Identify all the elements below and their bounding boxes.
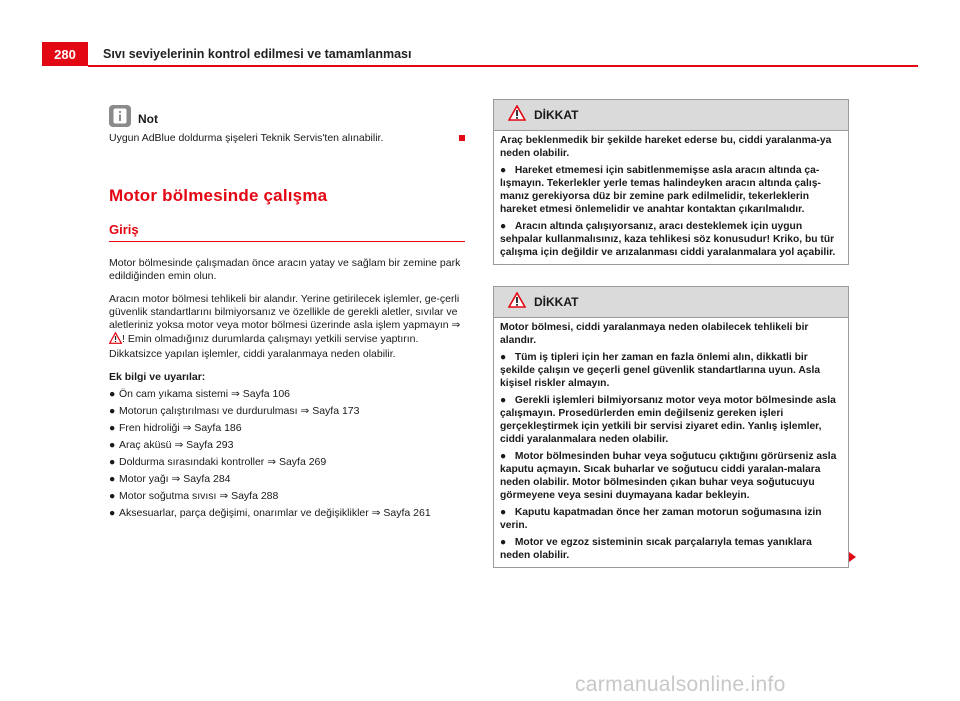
watermark: carmanualsonline.info: [575, 673, 786, 696]
section-title: Motor bölmesinde çalışma: [109, 186, 328, 205]
list-item-text: Motor soğutma sıvısı ⇒ Sayfa 288: [119, 490, 279, 502]
list-item[interactable]: [109, 422, 465, 435]
section-subtitle: Giriş: [109, 223, 465, 242]
warning-box-title: DİKKAT: [534, 107, 579, 122]
list-item[interactable]: [109, 405, 465, 418]
header-rule: [88, 65, 918, 67]
reference-list: [109, 388, 465, 520]
note-text-content: Uygun AdBlue doldurma şişeleri Teknik Servis'ten alınabilir.: [109, 132, 384, 144]
warning-triangle-icon[interactable]: [109, 332, 122, 348]
bullet-dot: ●: [109, 388, 116, 400]
warning-box-body: [494, 318, 848, 567]
list-item-text: Ön cam yıkama sistemi ⇒ Sayfa 106: [119, 388, 291, 400]
hazard-paragraph-tail: ! Emin olmadığınız durumlarda çalışmayı yetkili servise yaptırın. Dikkatsizce yapılan işlemler, ciddi yaralanmaya neden olabilir.: [109, 333, 419, 360]
warning-bullet: [500, 450, 842, 502]
bullet-dot: ●: [109, 490, 116, 502]
bullet-dot: ●: [109, 456, 116, 468]
warning-bullet-text: Motor ve egzoz sisteminin sıcak parçalarıyla temas yanıklara neden olabilir.: [500, 537, 812, 561]
list-item-text: Aksesuarlar, parça değişimi, onarımlar ve değişiklikler ⇒ Sayfa 261: [119, 507, 431, 519]
bullet-dot: ●: [109, 422, 116, 434]
hazard-paragraph-lead: Aracın motor bölmesi tehlikeli bir alandır. Yerine getirilecek işlemler, ge-çerli güvenlik standartlarını bilmiyorsanız ve özellikle de gerekli aletler, sıvılar ve aletleriniz yoksa motor veya motor bölmesi üzerinde asla işlem yapmayın ⇒: [109, 293, 461, 331]
list-item-text: Fren hidroliği ⇒ Sayfa 186: [119, 422, 242, 434]
note-text: [109, 132, 465, 145]
section-end-marker: [459, 135, 465, 141]
warning-box-body: [494, 131, 848, 264]
warning-bullet: [500, 220, 842, 259]
warning-bullet: [500, 506, 842, 532]
bullet-dot: ●: [109, 405, 116, 417]
warning-bullet-text: Tüm iş tipleri için her zaman en fazla önlemi alın, dikkatli bir şekilde çalışın ve geçerli genel güvenlik standartlarına uyun. Asla kişisel riskler almayın.: [500, 352, 821, 389]
list-item[interactable]: [109, 439, 465, 452]
page-number: 280: [42, 42, 88, 66]
list-item[interactable]: [109, 388, 465, 401]
warning-box-engine-compartment: [493, 286, 849, 568]
warning-bullet: [500, 536, 842, 562]
warning-box-title: DİKKAT: [534, 294, 579, 309]
list-item-text: Motorun çalıştırılması ve durdurulması ⇒ Sayfa 173: [119, 405, 360, 417]
page-header-title: Sıvı seviyelerinin kontrol edilmesi ve tamamlanması: [103, 47, 412, 61]
warning-bullet-text: Gerekli işlemleri bilmiyorsanız motor veya motor bölmesinde asla çalışmayın. Prosedürlerden emin değilseniz gereken işleri gerçekleştirmek için yetkili bir servisi ziyaret edin. Yanlış işlemler, ciddi yaralanmalara neden olabilir.: [500, 395, 836, 445]
list-item-text: Araç aküsü ⇒ Sayfa 293: [119, 439, 234, 451]
warning-triangle-icon: [508, 105, 526, 125]
warning-box-header: [494, 287, 848, 318]
warning-intro: Motor bölmesi, ciddi yaralanmaya neden olabilecek tehlikeli bir alandır.: [500, 322, 809, 346]
warning-box-header: [494, 100, 848, 131]
warning-bullet: [500, 394, 842, 446]
warning-bullet-text: Kaputu kapatmadan önce her zaman motorun soğumasına izin verin.: [500, 507, 822, 531]
bullet-dot: ●: [500, 507, 507, 518]
warning-intro: Araç beklenmedik bir şekilde hareket ederse bu, ciddi yaralanma-ya neden olabilir.: [500, 135, 832, 159]
bullet-dot: ●: [500, 165, 507, 176]
warning-triangle-icon: [508, 292, 526, 312]
list-item[interactable]: [109, 456, 465, 469]
bullet-dot: ●: [109, 473, 116, 485]
note-title: Not: [138, 111, 158, 126]
warning-bullet-text: Aracın altında çalışıyorsanız, aracı desteklemek için uygun sehpalar kullanmalısınız, kaza tehlikesi söz konusudur! Kriko, bu tür çalışma için değildir ve arızalanması ciddi yaralanmalara yol açabilir.: [500, 221, 836, 258]
note-header: [109, 104, 465, 128]
left-column: [109, 104, 465, 520]
warning-box-vehicle-movement: [493, 99, 849, 265]
warning-bullet-text: Motor bölmesinden buhar veya soğutucu çıktığını görürseniz asla kaputu açmayın. Sıcak buharlar ve soğutucu ciddi yaralan-malara neden olabilir. Motor bölmesinden çıkan buhar veya soğutucuyu görmeyene veya sesini duymayana kadar bekleyin.: [500, 451, 837, 501]
bullet-dot: ●: [500, 352, 507, 363]
list-item-text: Motor yağı ⇒ Sayfa 284: [119, 473, 231, 485]
warning-bullet: [500, 351, 842, 390]
bullet-dot: ●: [500, 451, 507, 462]
bullet-dot: ●: [500, 395, 507, 406]
warning-bullet-text: Hareket etmemesi için sabitlenmemişse asla aracın altında ça-lışmayın. Tekerlekler yerle temas halindeyken aracın altında çalış-manız gerekiyorsa düz bir zemine park edilmelidir, tekerleklerin hareket etmesi önlemelidir ve anahtar kontaktan çıkarılmalıdır.: [500, 165, 821, 215]
continue-arrow-icon[interactable]: [849, 552, 856, 562]
warning-bullet: [500, 164, 842, 216]
hazard-paragraph: [109, 293, 465, 361]
bullets-heading: Ek bilgi ve uyarılar:: [109, 371, 206, 383]
list-item-text: Doldurma sırasındaki kontroller ⇒ Sayfa 269: [119, 456, 327, 468]
list-item[interactable]: [109, 473, 465, 486]
list-item[interactable]: [109, 507, 465, 520]
info-icon: [109, 105, 131, 127]
bullet-dot: ●: [109, 507, 116, 519]
intro-paragraph: Motor bölmesinde çalışmadan önce aracın yatay ve sağlam bir zemine park edildiğinden emin olun.: [109, 257, 461, 282]
bullet-dot: ●: [109, 439, 116, 451]
list-item[interactable]: [109, 490, 465, 503]
bullet-dot: ●: [500, 537, 507, 548]
bullet-dot: ●: [500, 221, 507, 232]
